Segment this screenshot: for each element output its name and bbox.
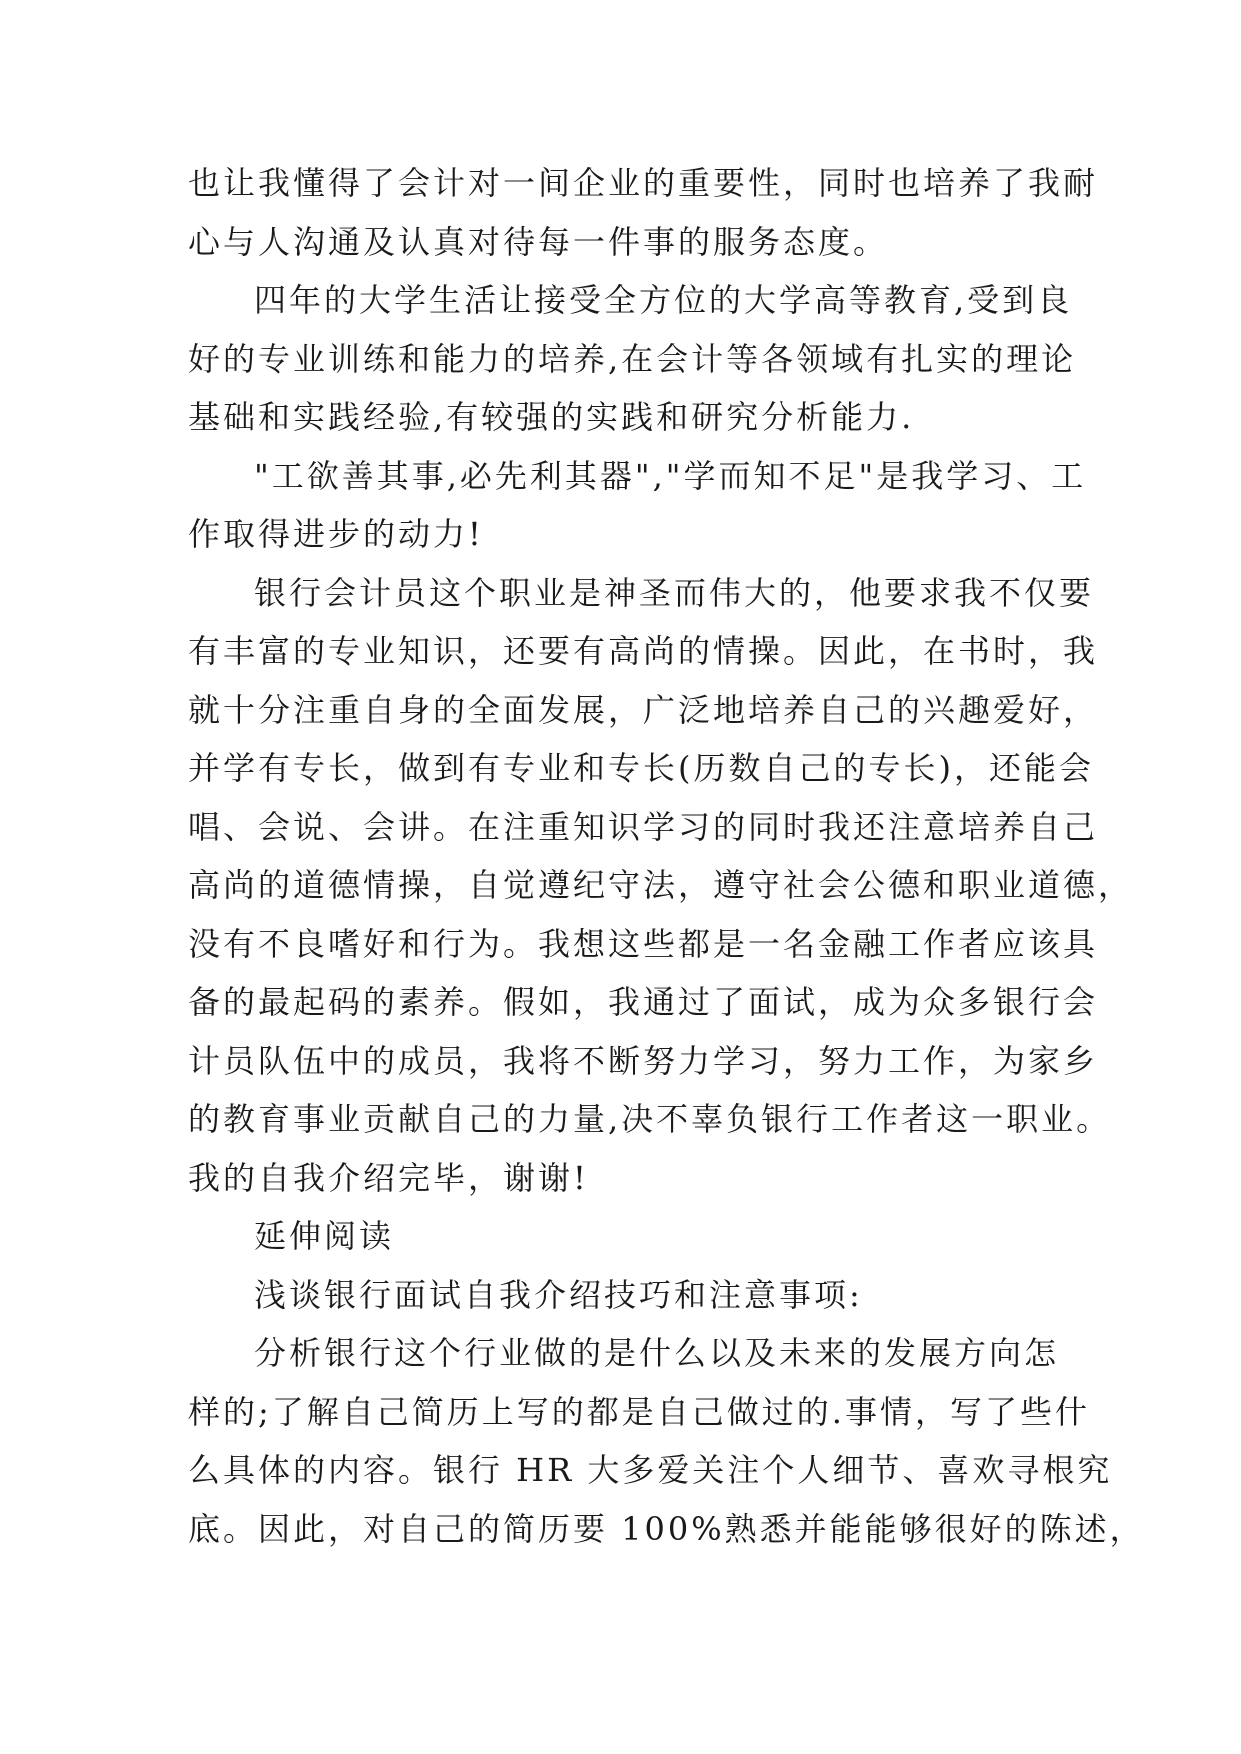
text-line: 唱、会说、会讲。在注重知识学习的同时我还注意培养自己: [188, 807, 1099, 846]
text-line: "工欲善其事,必先利其器","学而知不足"是我学习、工: [254, 456, 1087, 495]
text-line: 样的;了解自己简历上写的都是自己做过的.事情，写了些什: [188, 1392, 1090, 1431]
text-line: 银行会计员这个职业是神圣而伟大的，他要求我不仅要: [254, 573, 1095, 612]
text-line: 计员队伍中的成员，我将不断努力学习，努力工作，为家乡: [188, 1041, 1099, 1080]
text-line: 好的专业训练和能力的培养,在会计等各领域有扎实的理论: [188, 339, 1077, 378]
text-line: 么具体的内容。银行 HR 大多爱关注个人细节、喜欢寻根究: [188, 1451, 1113, 1489]
text-line: 基础和实践经验,有较强的实践和研究分析能力.: [188, 398, 915, 436]
text-line: 备的最起码的素养。假如，我通过了面试，成为众多银行会: [188, 983, 1099, 1021]
text-line: 高尚的道德情操，自觉遵纪守法，遵守社会公德和职业道德，: [188, 866, 1134, 904]
document-body: [188, 154, 1145, 1558]
section-heading: 延伸阅读: [254, 1217, 395, 1255]
text-line: 并学有专长，做到有专业和专长(历数自己的专长)，还能会: [188, 749, 1094, 787]
text-line: 有丰富的专业知识，还要有高尚的情操。因此，在书时，我: [188, 632, 1099, 670]
text-line: 没有不良嗜好和行为。我想这些都是一名金融工作者应该具: [188, 924, 1099, 963]
text-line: 浅谈银行面试自我介绍技巧和注意事项:: [254, 1275, 863, 1314]
text-line: 分析银行这个行业做的是什么以及未来的发展方向怎: [254, 1334, 1060, 1372]
text-line: 四年的大学生活让接受全方位的大学高等教育,受到良: [254, 281, 1073, 319]
text-line: 也让我懂得了会计对一间企业的重要性，同时也培养了我耐: [188, 164, 1099, 202]
text-line: 就十分注重自身的全面发展，广泛地培养自己的兴趣爱好，: [188, 690, 1099, 729]
text-line: 的教育事业贡献自己的力量,决不辜负银行工作者这一职业。: [188, 1100, 1112, 1138]
text-line: 作取得进步的动力!: [188, 515, 484, 553]
text-line: 底。因此，对自己的简历要 100%熟悉并能能够很好的陈述，: [188, 1509, 1145, 1548]
text-line: 心与人沟通及认真对待每一件事的服务态度。: [188, 222, 889, 261]
text-line: 我的自我介绍完毕，谢谢!: [188, 1158, 589, 1197]
